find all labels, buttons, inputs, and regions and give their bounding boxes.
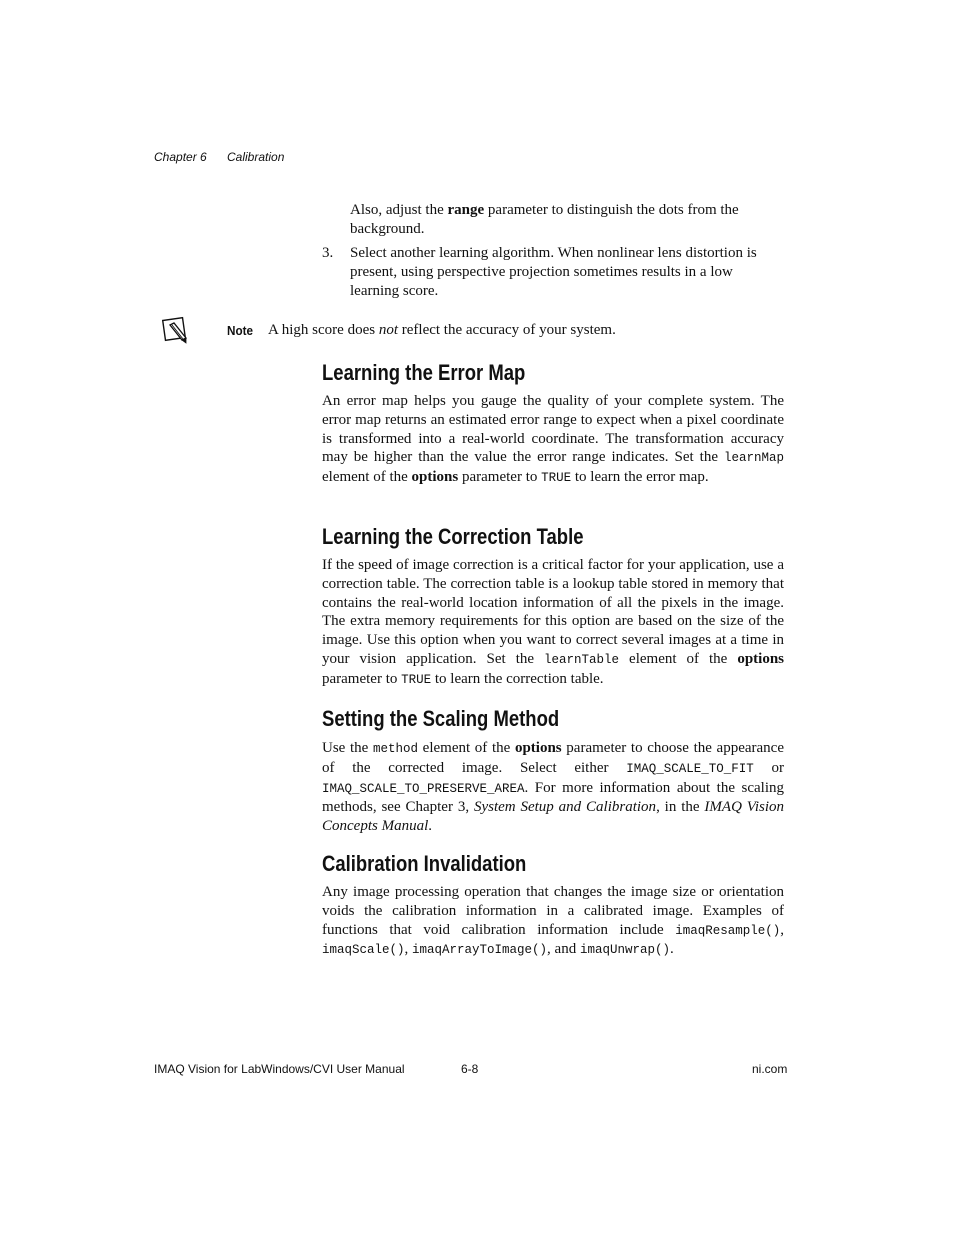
continuation-text-end: parameter to distinguish the dots from the background. bbox=[350, 202, 739, 237]
scaling-paragraph: Use the method element of the options parameter to choose the appearance of the corrected image. Select either IMAQ_SCALE_TO_FIT or IMAQ_SCALE_TO_PRESERVE_AREA. For more information about the scaling methods, see Chapter 3, System Setup and Calibration, in the IMAQ Vision Concepts Manual. bbox=[322, 740, 785, 835]
continuation-text: Also, adjust the bbox=[350, 202, 448, 218]
note-text: A high score does not reflect the accuracy of your system. bbox=[268, 322, 616, 338]
header-chapter: Chapter 6 bbox=[154, 150, 207, 164]
correction-table-paragraph: If the speed of image correction is a critical factor for your application, use a correction table. The correction table is a lookup table stored in memory that contains the real-world location information of all the pixels in the image. The extra memory requirements for this option are based on the size of the image. Use this option when you want to correct several images at a time in your vision application. Set the learnTable element of the options parameter to TRUE to learn the correction table. bbox=[322, 557, 785, 687]
error-map-paragraph: An error map helps you gauge the quality of your complete system. The error map returns an estimated error range to expect when a pixel coordinate is transformed into a real-world coordinate. The transformation accuracy may be higher than the value the error range indicates. Set the learnMap element of the options parameter to TRUE to learn the error map. bbox=[322, 393, 784, 486]
footer-title: IMAQ Vision for LabWindows/CVI User Manual bbox=[154, 1062, 405, 1076]
footer-site: ni.com bbox=[752, 1062, 788, 1076]
list-item bbox=[322, 244, 784, 300]
section-heading-correction-table: Learning the Correction Table bbox=[322, 524, 584, 549]
section-heading-error-map: Learning the Error Map bbox=[322, 360, 526, 385]
list-item-text: Select another learning algorithm. When nonlinear lens distortion is present, using perspective projection sometimes results in a low learning score. bbox=[350, 245, 757, 299]
continuation-bold: range bbox=[447, 202, 485, 218]
section-heading-invalidation: Calibration Invalidation bbox=[322, 851, 527, 876]
list-number: 3. bbox=[322, 245, 334, 261]
note-pencil-icon bbox=[160, 316, 190, 346]
section-heading-scaling: Setting the Scaling Method bbox=[322, 706, 560, 731]
header-section: Calibration bbox=[227, 150, 285, 164]
note-label: Note bbox=[227, 323, 254, 338]
footer-page-number: 6-8 bbox=[461, 1062, 479, 1076]
step-continuation bbox=[350, 201, 784, 239]
invalidation-paragraph: Any image processing operation that changes the image size or orientation voids the calibration information in a calibrated image. Examples of functions that void calibration information include imaqResample(), imaqScale(), imaqArrayToImage(), and imaqUnwrap(). bbox=[322, 884, 784, 958]
